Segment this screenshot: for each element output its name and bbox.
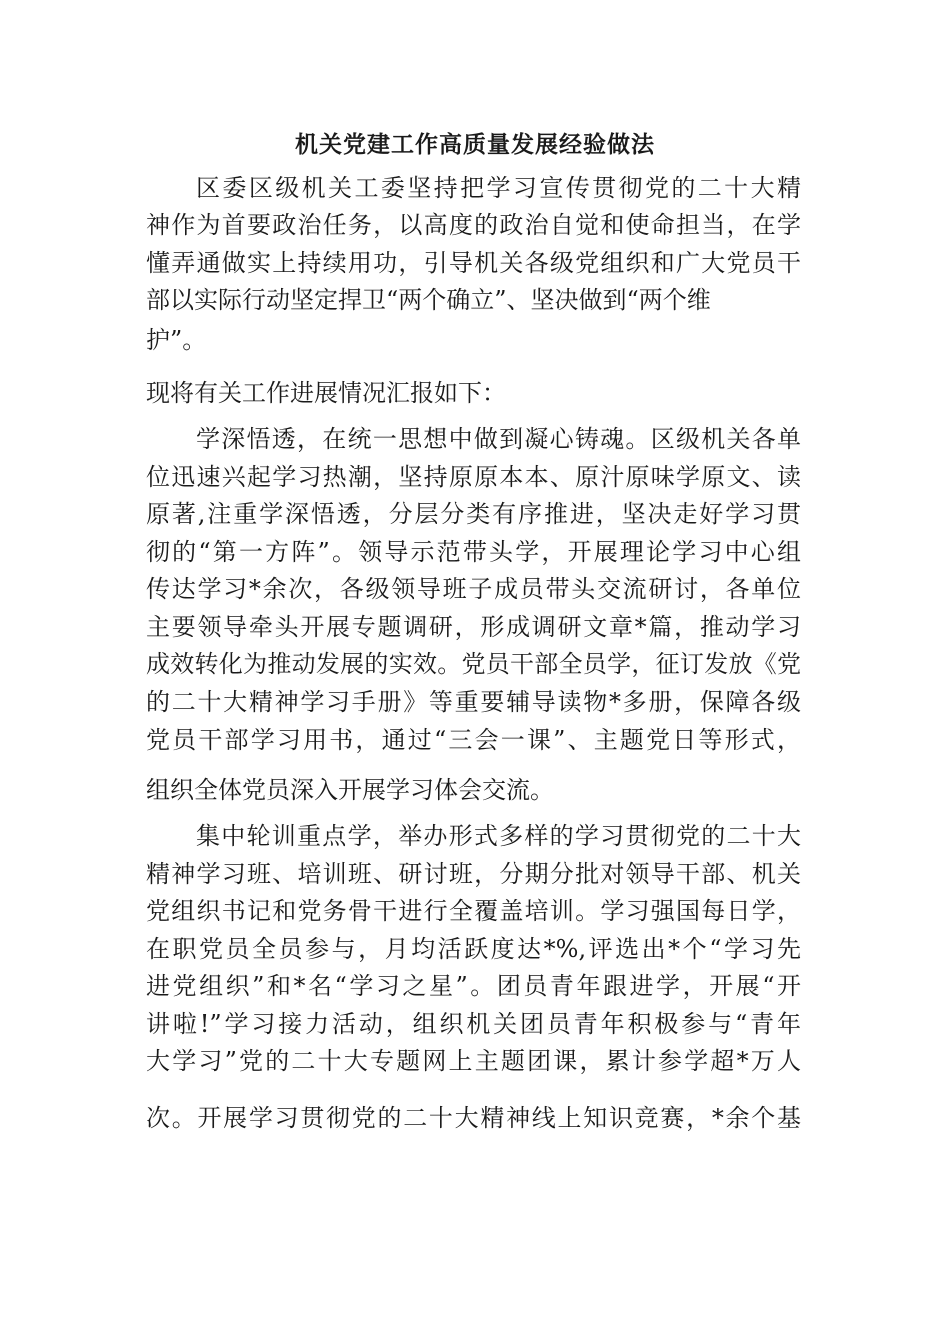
paragraph-line: 区委区级机关工委坚持把学习宣传贯彻党的二十大精 (196, 174, 801, 202)
paragraph-line: 成效转化为推动发展的实效。党员干部全员学，征订发放《党 (146, 650, 801, 678)
paragraph-line: 彻的“第一方阵”。领导示范带头学，开展理论学习中心组 (146, 538, 801, 566)
paragraph-line: 主要领导牵头开展专题调研，形成调研文章*篇，推动学习 (146, 613, 801, 641)
paragraph-line: 现将有关工作进展情况汇报如下： (146, 379, 506, 407)
paragraph-line: 党组织书记和党务骨干进行全覆盖培训。学习强国每日学， (146, 897, 801, 925)
paragraph-line: 在职党员全员参与，月均活跃度达*%,评选出*个“学习先 (146, 935, 801, 963)
paragraph-line: 懂弄通做实上持续用功，引导机关各级党组织和广大党员干 (146, 249, 801, 277)
paragraph-line: 护”。 (146, 326, 207, 354)
paragraph-line: 组织全体党员深入开展学习体会交流。 (146, 776, 554, 804)
document-title: 机关党建工作高质量发展经验做法 (295, 132, 655, 158)
paragraph-line: 集中轮训重点学，举办形式多样的学习贯彻党的二十大 (196, 822, 801, 850)
paragraph-line: 原著,注重学深悟透，分层分类有序推进，坚决走好学习贯 (146, 500, 801, 528)
paragraph-line: 的二十大精神学习手册》等重要辅导读物*多册，保障各级 (146, 688, 801, 716)
paragraph-line: 位迅速兴起学习热潮，坚持原原本本、原汁原味学原文、读 (146, 463, 801, 491)
paragraph-line: 次。开展学习贯彻党的二十大精神线上知识竞赛，*余个基 (146, 1104, 801, 1132)
paragraph-line: 学深悟透，在统一思想中做到凝心铸魂。区级机关各单 (196, 425, 801, 453)
paragraph-line: 进党组织”和*名“学习之星”。团员青年跟进学，开展“开 (146, 972, 801, 1000)
paragraph-line: 部以实际行动坚定捍卫“两个确立”、坚决做到“两个维 (146, 286, 711, 314)
paragraph-line: 党员干部学习用书，通过“三会一课”、主题党日等形式， (146, 726, 801, 754)
paragraph-line: 精神学习班、培训班、研讨班，分期分批对领导干部、机关 (146, 860, 801, 888)
paragraph-line: 大学习”党的二十大专题网上主题团课，累计参学超*万人 (146, 1047, 801, 1075)
paragraph-line: 神作为首要政治任务，以高度的政治自觉和使命担当，在学 (146, 211, 801, 239)
paragraph-line: 讲啦!”学习接力活动，组织机关团员青年积极参与“青年 (146, 1010, 801, 1038)
paragraph-line: 传达学习*余次，各级领导班子成员带头交流研讨，各单位 (146, 575, 801, 603)
